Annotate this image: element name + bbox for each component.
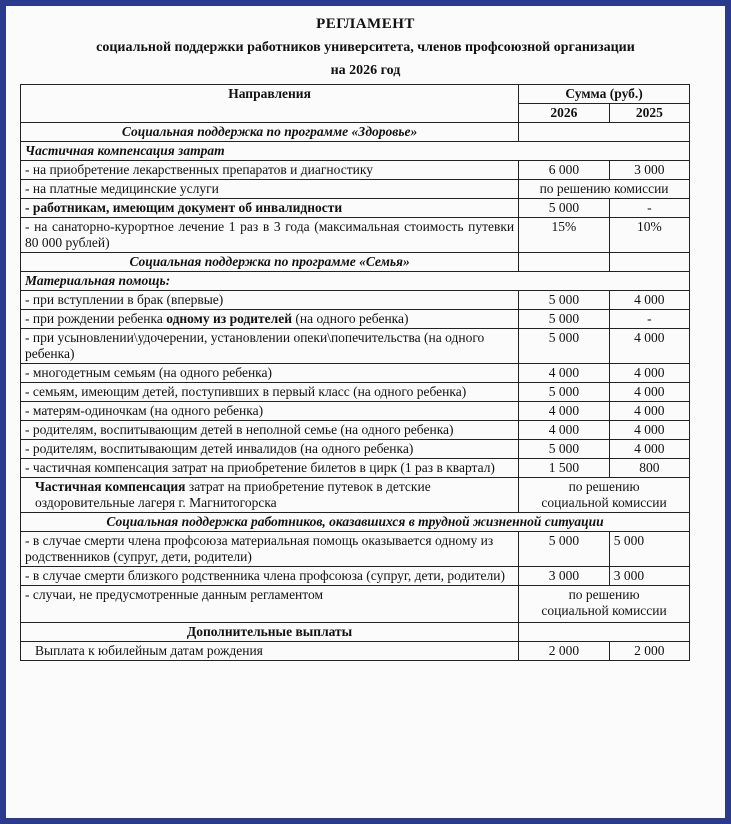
table-row xyxy=(21,199,690,218)
row-value-2025: 3 000 xyxy=(609,161,689,180)
row-value-2026: 2 000 xyxy=(519,642,610,661)
document-title: РЕГЛАМЕНТ xyxy=(316,16,415,32)
row-value-2026: 4 000 xyxy=(519,421,610,440)
row-value-2025: 10% xyxy=(609,218,689,253)
row-value-2026: 5 000 xyxy=(519,291,610,310)
section-hardship: Социальная поддержка работников, оказавшихся в трудной жизненной ситуации xyxy=(21,513,690,532)
row-value-2025: 5 000 xyxy=(609,532,689,567)
table-row xyxy=(21,329,690,364)
document-subtitle: социальной поддержки работников университета, членов профсоюзной организации xyxy=(96,40,635,55)
row-text-post: затрат на приобретение путевок в детские оздоровительные лагеря г. Магнитогорска xyxy=(35,479,431,510)
table-row xyxy=(21,383,690,402)
row-value-2026: 5 000 xyxy=(519,310,610,329)
section-row xyxy=(21,123,690,142)
row-text: - на санаторно-курортное лечение 1 раз в 3 года (максимальная стоимость путевки 80 000 рублей) xyxy=(21,218,519,253)
row-value-2026: 6 000 xyxy=(519,161,610,180)
row-value-2026: 5 000 xyxy=(519,329,610,364)
row-value-2026: 5 000 xyxy=(519,199,610,218)
table-row xyxy=(21,567,690,586)
header-year-2025: 2025 xyxy=(609,104,689,123)
section-row xyxy=(21,623,690,642)
section-family: Социальная поддержка по программе «Семья» xyxy=(21,253,519,272)
row-text: - на платные медицинские услуги xyxy=(21,180,519,199)
section-row xyxy=(21,253,690,272)
row-value-2025: 4 000 xyxy=(609,329,689,364)
row-text: - на приобретение лекарственных препаратов и диагностику xyxy=(21,161,519,180)
subsection-row xyxy=(21,142,690,161)
table-row xyxy=(21,180,690,199)
table-row xyxy=(21,291,690,310)
row-text-post: (на одного ребенка) xyxy=(292,311,409,326)
row-value-2025: 4 000 xyxy=(609,364,689,383)
row-value-2026: 15% xyxy=(519,218,610,253)
row-value-2026: 5 000 xyxy=(519,383,610,402)
regulation-table xyxy=(20,84,690,661)
subsection-row xyxy=(21,272,690,291)
header-sum: Сумма (руб.) xyxy=(519,85,690,104)
row-value-2026: 5 000 xyxy=(519,440,610,459)
row-text: - при вступлении в брак (впервые) xyxy=(21,291,519,310)
header-year-2026: 2026 xyxy=(519,104,610,123)
row-value-2025: - xyxy=(609,199,689,218)
header-directions: Направления xyxy=(21,85,519,123)
table-row xyxy=(21,478,690,513)
row-value-2025: 3 000 xyxy=(609,567,689,586)
row-text-pre: - при рождении ребенка xyxy=(25,311,167,326)
row-text: - частичная компенсация затрат на приобретение билетов в цирк (1 раз в квартал) xyxy=(21,459,519,478)
row-value-merged: по решению социальной комиссии xyxy=(519,478,690,513)
row-text: - матерям-одиночкам (на одного ребенка) xyxy=(21,402,519,421)
row-text: - работникам, имеющим документ об инвалидности xyxy=(21,199,519,218)
subsection-health: Частичная компенсация затрат xyxy=(21,142,690,161)
row-value-2025: - xyxy=(609,310,689,329)
table-row xyxy=(21,421,690,440)
row-value-2025: 4 000 xyxy=(609,383,689,402)
table-row xyxy=(21,440,690,459)
document-year: на 2026 год xyxy=(330,63,401,78)
table-row xyxy=(21,161,690,180)
row-value-merged: по решению социальной комиссии xyxy=(519,586,690,623)
row-text xyxy=(21,478,519,513)
row-text: - семьям, имеющим детей, поступивших в первый класс (на одного ребенка) xyxy=(21,383,519,402)
section-extra: Дополнительные выплаты xyxy=(21,623,519,642)
row-value-2025: 4 000 xyxy=(609,402,689,421)
row-text: - при усыновлении\удочерении, установлении опеки\попечительства (на одного ребенка) xyxy=(21,329,519,364)
row-value-2025: 2 000 xyxy=(609,642,689,661)
row-value-merged: по решению комиссии xyxy=(519,180,690,199)
section-health: Социальная поддержка по программе «Здоровье» xyxy=(21,123,519,142)
row-text: - в случае смерти члена профсоюза материальная помощь оказывается одному из родственников (супруг, дети, родители) xyxy=(21,532,519,567)
row-text-bold: одному из родителей xyxy=(166,311,293,326)
row-text: - случаи, не предусмотренные данным регламентом xyxy=(21,586,519,623)
row-text: Выплата к юбилейным датам рождения xyxy=(21,642,519,661)
row-text: - родителям, воспитывающим детей инвалидов (на одного ребенка) xyxy=(21,440,519,459)
table-row xyxy=(21,218,690,253)
table-row xyxy=(21,364,690,383)
row-value-2025: 800 xyxy=(609,459,689,478)
row-value-2026: 5 000 xyxy=(519,532,610,567)
row-value-2025: 4 000 xyxy=(609,421,689,440)
row-value-2026: 4 000 xyxy=(519,364,610,383)
table-row xyxy=(21,310,690,329)
row-value-2026: 3 000 xyxy=(519,567,610,586)
table-header-row xyxy=(21,85,690,104)
table-row xyxy=(21,459,690,478)
row-value-2025: 4 000 xyxy=(609,291,689,310)
table-row xyxy=(21,642,690,661)
row-text: - многодетным семьям (на одного ребенка) xyxy=(21,364,519,383)
row-value-2026: 1 500 xyxy=(519,459,610,478)
row-text xyxy=(21,310,519,329)
subsection-family: Материальная помощь: xyxy=(21,272,690,291)
row-text: - родителям, воспитывающим детей в неполной семье (на одного ребенка) xyxy=(21,421,519,440)
row-text-bold: Частичная компенсация xyxy=(35,479,186,494)
row-text: - в случае смерти близкого родственника члена профсоюза (супруг, дети, родители) xyxy=(21,567,519,586)
row-value-2026: 4 000 xyxy=(519,402,610,421)
table-row xyxy=(21,532,690,567)
table-row xyxy=(21,402,690,421)
section-row xyxy=(21,513,690,532)
row-value-2025: 4 000 xyxy=(609,440,689,459)
table-row xyxy=(21,586,690,623)
